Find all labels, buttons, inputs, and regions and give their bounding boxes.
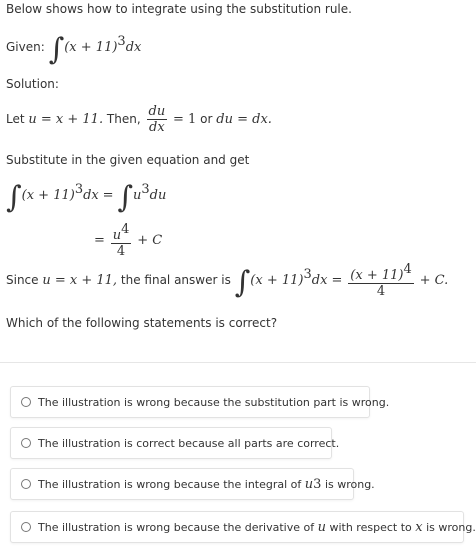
integral-sign: ∫	[117, 180, 133, 215]
final-exponent: 3	[303, 267, 312, 282]
step1-line	[6, 182, 166, 213]
intro-text: Below shows how to integrate using the substitution rule.	[6, 2, 352, 16]
option-x: x	[415, 519, 423, 535]
option-integral-wrong[interactable]	[10, 468, 375, 500]
option-all-correct[interactable]	[10, 427, 340, 459]
let-line	[6, 104, 272, 135]
option-substitution-wrong[interactable]	[10, 386, 390, 418]
option-label: The illustration is wrong because the integral of	[38, 477, 302, 491]
final-numerator: (x + 11)	[350, 268, 404, 283]
step2-denominator: 4	[111, 243, 132, 259]
u4-over-4-fraction	[111, 222, 132, 259]
option-derivative-wrong[interactable]	[10, 511, 476, 543]
step2-line	[94, 222, 162, 259]
question-text: Which of the following statements is correct?	[6, 316, 278, 330]
radio-button[interactable]	[21, 397, 31, 407]
step1-integrand: (x + 11)	[21, 188, 75, 203]
given-dx: dx	[125, 40, 142, 55]
step1-dx: dx	[83, 188, 99, 203]
step2-plus-c: + C	[137, 233, 163, 248]
given-line	[6, 34, 141, 65]
substitute-text: Substitute in the given equation and get	[6, 153, 250, 167]
u-definition: u = x + 11.	[28, 112, 104, 127]
since-word: Since	[6, 273, 39, 287]
let-word: Let	[6, 112, 25, 126]
option-label: The illustration is wrong because the derivative of	[38, 520, 315, 534]
integral-sign: ∫	[234, 265, 251, 300]
since-u-definition: u = x + 11,	[42, 273, 118, 288]
since-line	[6, 262, 448, 299]
final-numerator-exponent: 4	[403, 262, 412, 277]
integral-sign: ∫	[6, 180, 22, 215]
step1-u: u	[132, 188, 142, 203]
step1-exponent: 3	[74, 182, 84, 197]
fraction-numerator: du	[148, 104, 166, 119]
option-label-end: is wrong.	[324, 477, 375, 491]
given-integrand: (x + 11)	[64, 40, 118, 55]
radio-button[interactable]	[21, 479, 31, 489]
then-word: Then,	[106, 112, 141, 126]
step2-u-exponent: 4	[121, 222, 130, 237]
section-divider	[0, 362, 476, 363]
or-word: or	[200, 112, 213, 126]
step1-u-exponent: 3	[141, 182, 150, 197]
final-denominator: 4	[348, 283, 413, 299]
final-integrand: (x + 11)	[250, 273, 304, 288]
option-label-mid: with respect to	[329, 520, 412, 534]
step1-du: du	[149, 188, 167, 203]
final-fraction	[348, 262, 413, 299]
equals-one: = 1	[173, 112, 197, 127]
radio-button[interactable]	[21, 438, 31, 448]
option-label-end: is wrong.	[426, 520, 476, 534]
final-answer-text: the final answer is	[120, 273, 231, 287]
step1-equals: =	[102, 188, 114, 203]
option-u: u	[317, 519, 326, 535]
step2-u: u	[112, 228, 122, 243]
option-u-exponent: 3	[313, 476, 322, 492]
integral-sign: ∫	[48, 32, 65, 67]
fraction-denominator: dx	[147, 119, 168, 135]
option-u: u	[304, 476, 314, 492]
given-label: Given:	[6, 40, 45, 54]
given-exponent: 3	[117, 34, 126, 49]
option-label: The illustration is correct because all parts are correct.	[38, 436, 340, 450]
du-dx-fraction	[147, 104, 168, 135]
solution-label: Solution:	[6, 77, 59, 91]
final-dx: dx =	[311, 273, 343, 288]
option-label: The illustration is wrong because the substitution part is wrong.	[38, 395, 390, 409]
radio-button[interactable]	[21, 522, 31, 532]
du-equals-dx: du = dx.	[216, 112, 272, 127]
final-plus-c: + C.	[419, 273, 449, 288]
step2-equals: =	[94, 233, 105, 248]
